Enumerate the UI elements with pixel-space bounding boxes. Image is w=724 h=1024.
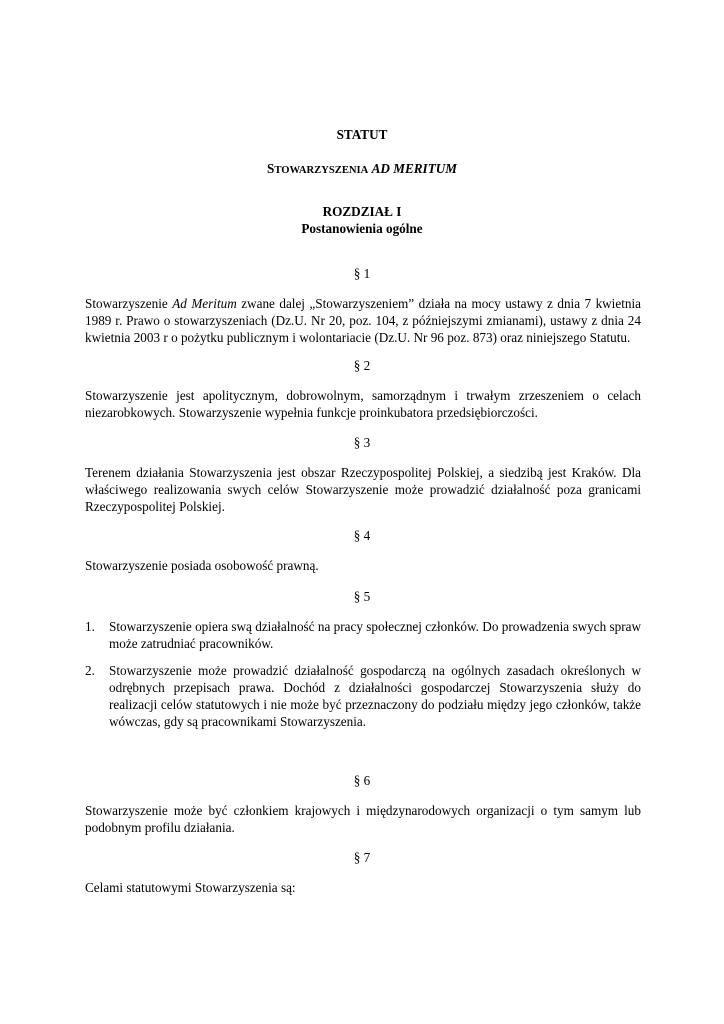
section-mark-7: § 7 [353, 850, 371, 865]
document-subtitle [0, 160, 724, 179]
p1-italic: Ad Meritum [172, 296, 237, 311]
subtitle-rest: TOWARZYSZENIA [274, 165, 369, 176]
paragraph-1 [85, 295, 641, 346]
paragraph-7: Celami statutowymi Stowarzyszenia są: [85, 880, 296, 895]
section-mark-4: § 4 [353, 528, 371, 543]
paragraph-4: Stowarzyszenie posiada osobowość prawną. [85, 558, 319, 573]
chapter-heading: ROZDZIAŁ I [322, 204, 402, 219]
paragraph-2: Stowarzyszenie jest apolitycznym, dobrowolnym, samorządnym i trwałym zrzeszeniem o celach niezarobkowych. Stowarzyszenie wypełnia funkcje proinkubatora przedsiębiorczości. [85, 388, 641, 420]
p1-pre: Stowarzyszenie [85, 296, 173, 311]
paragraph-3: Terenem działania Stowarzyszenia jest obszar Rzeczypospolitej Polskiej, a siedzibą jest Kraków. Dla właściwego realizowania swych celów Stowarzyszenie może prowadzić działalność poza granicami Rzeczypospolitej Polskiej. [85, 465, 641, 514]
section-mark-6: § 6 [353, 773, 371, 788]
list-item [85, 662, 641, 730]
subtitle-italic: AD MERITUM [371, 161, 457, 176]
list-item-number: 2. [85, 663, 95, 678]
section-mark-2: § 2 [353, 358, 371, 373]
list-item-number: 1. [85, 619, 95, 634]
section-mark-3: § 3 [353, 435, 371, 450]
list-item-text: Stowarzyszenie opiera swą działalność na pracy społecznej członków. Do prowadzenia swych spraw może zatrudniać pracowników. [109, 619, 641, 651]
paragraph-6: Stowarzyszenie może być członkiem krajowych i międzynarodowych organizacji o tym samym lub podobnym profilu działania. [85, 803, 641, 835]
section-mark-1: § 1 [353, 266, 371, 281]
list-item-text: Stowarzyszenie może prowadzić działalność gospodarczą na ogólnych zasadach określonych w odrębnych przepisach prawa. Dochód z działalności gospodarczej Stowarzyszenia służy do realizacji celów statutowych i nie może być przeznaczony do podziału między jego członków, także wówczas, gdy są pracownikami Stowarzyszenia. [109, 663, 641, 729]
chapter-subheading: Postanowienia ogólne [301, 221, 423, 236]
list-item [85, 618, 641, 652]
subtitle-first-letter: S [266, 161, 275, 176]
p1-post: zwane dalej „Stowarzyszeniem” działa na mocy ustawy z dnia 7 kwietnia 1989 r. Prawo o stowarzyszeniach (Dz.U. Nr 20, poz. 104, z późniejszymi zmianami), ustawy z dnia 24 kwietnia 2003 r o pożytku publicznym i wolontariacie (Dz.U. Nr 96 poz. 873) oraz niniejszego Statutu. [85, 296, 641, 345]
section-mark-5: § 5 [353, 589, 371, 604]
document-title: STATUT [336, 127, 388, 142]
